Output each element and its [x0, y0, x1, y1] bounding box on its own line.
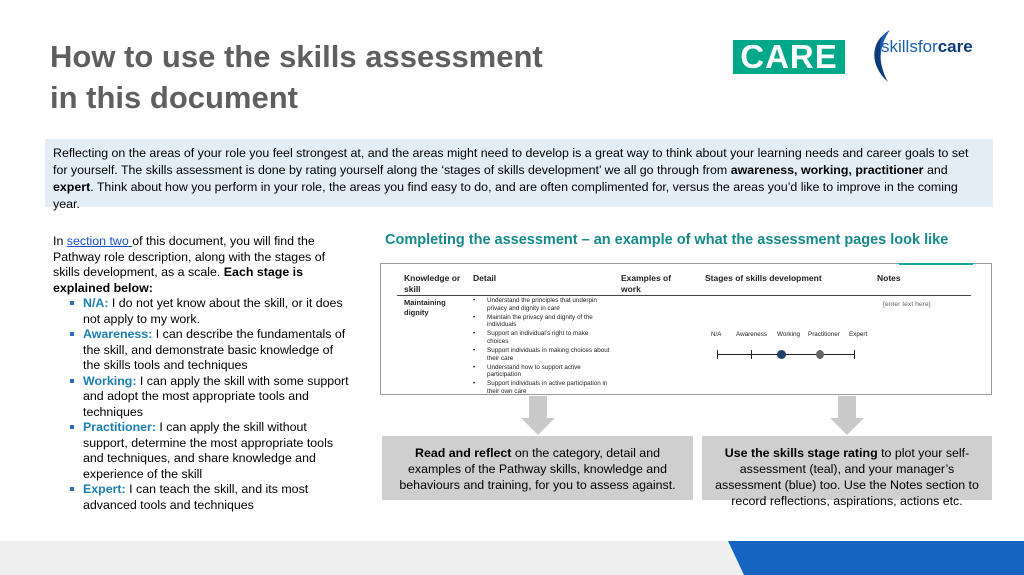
stage-item-awareness — [83, 327, 353, 374]
stage-desc: I can teach the skill, and its most advanced tools and techniques — [83, 482, 309, 512]
header-stages: Stages of skills development — [705, 273, 822, 283]
skills-for-care-logo — [881, 37, 973, 57]
notes-placeholder: [enter text here] — [883, 301, 931, 308]
intro-bold-expert: expert — [53, 180, 91, 194]
detail-list — [471, 297, 611, 397]
scale-label-na: N/A — [711, 331, 722, 338]
header-examples: Examples of work — [621, 273, 672, 294]
stage-desc: I can apply the skill without support, determine the most appropriate tools and techniques, and share knowledge and experience of the skill — [83, 420, 334, 481]
stage-item-practitioner — [83, 420, 353, 482]
stage-name: Practitioner: — [83, 420, 156, 434]
example-assessment-preview — [380, 263, 992, 395]
scale-line — [717, 354, 855, 355]
stages-explanation — [53, 234, 353, 513]
intro-bold-stages: awareness, working, practitioner — [730, 163, 924, 177]
care-logo: CARE — [733, 40, 845, 74]
header-notes: Notes — [877, 273, 901, 283]
detail-item: • Support an individual’s right to make choices — [471, 330, 611, 345]
title-line-2: in this document — [50, 80, 298, 115]
stage-name: Awareness: — [83, 327, 153, 341]
self-assessment-marker — [816, 350, 824, 359]
detail-item: • Maintain the privacy and dignity of the individuals — [471, 314, 611, 329]
stage-desc: I do not yet know about the skill, or it does not apply to my work. — [83, 296, 343, 326]
manager-assessment-marker — [777, 350, 786, 359]
skills-rating-bold: Use the skills stage rating — [724, 446, 878, 460]
scale-tick — [854, 350, 855, 359]
stage-item-working — [83, 374, 353, 421]
detail-item: • Support individuals in active participation in their own care — [471, 380, 611, 395]
stages-intro-text: of this document, you will find the Pathway role description, along with the stages of skills development, as a scale. — [53, 234, 326, 279]
stage-name: Working: — [83, 373, 137, 388]
logo-text-for: for — [917, 37, 938, 56]
header-detail: Detail — [473, 273, 497, 283]
scale-tick — [717, 350, 718, 359]
row-label: Maintaining dignity — [404, 298, 446, 317]
page-title — [50, 36, 690, 118]
arrow-down-icon — [830, 396, 864, 436]
stages-intro — [53, 234, 353, 296]
header-knowledge: Knowledge or skill — [404, 273, 461, 294]
intro-text-2: and — [923, 163, 948, 177]
footer-accent — [728, 541, 1024, 575]
read-reflect-box — [382, 436, 693, 500]
detail-item: • Support individuals in making choices about their care — [471, 347, 611, 362]
stage-name: N/A: — [83, 296, 109, 310]
skills-rating-box — [702, 436, 992, 508]
scale-label-working: Working — [777, 331, 800, 338]
stages-list — [53, 296, 353, 513]
stages-intro-bold: Each stage is explained below: — [53, 265, 303, 295]
skills-for-care-swoosh-icon — [868, 26, 1008, 88]
stage-desc: I can describe the fundamentals of the skill, and demonstrate basic knowledge of the skills tools and techniques — [83, 327, 346, 372]
scale-label-expert: Expert — [849, 331, 868, 338]
example-title: Completing the assessment – an example of what the assessment pages look like — [385, 232, 949, 248]
scale-label-awareness: Awareness — [736, 331, 768, 338]
detail-item: • Understand the principles that underpin privacy and dignity in care — [471, 297, 611, 312]
skills-rating-text: to plot your self-assessment (teal), and your manager’s assessment (blue) too. Use the Notes section to record reflections, aspirations, actions etc. — [715, 446, 979, 508]
read-reflect-text: on the category, detail and examples of the Pathway skills, knowledge and behaviours and training, for you to assess against. — [399, 446, 676, 492]
intro-text-3: . Think about how you perform in your role, the areas you find easy to do, and are often complimented for, versus the areas you’d like to improve in the coming year. — [53, 180, 958, 211]
title-line-1: How to use the skills assessment — [50, 39, 543, 74]
detail-item: • Understand how to support active participation — [471, 364, 611, 379]
section-two-link[interactable]: section two — [66, 234, 133, 248]
read-reflect-bold: Read and reflect — [415, 446, 512, 460]
stage-item-na — [83, 296, 353, 327]
stage-name: Expert: — [83, 482, 126, 496]
stage-desc: I can apply the skill with some support and adopt the most appropriate tools and techniques — [83, 373, 349, 419]
logo-text-care: care — [937, 37, 973, 56]
in-word: In — [53, 234, 67, 248]
intro-panel — [45, 139, 993, 211]
scale-label-practitioner: Practitioner — [808, 331, 840, 338]
header-divider — [397, 295, 971, 296]
logo-text-skills: skills — [881, 37, 918, 56]
intro-text-1: Reflecting on the areas of your role you feel strongest at, and the areas might need to develop is a great way to think about your learning needs and career goals to set for yourself. The skills assessment is done by rating yourself along the ‘stages of skills development’ we all go through from — [53, 146, 969, 177]
teal-accent-line — [899, 263, 973, 265]
scale-tick — [751, 350, 752, 359]
stage-item-expert — [83, 482, 353, 513]
arrow-down-icon — [521, 396, 555, 436]
